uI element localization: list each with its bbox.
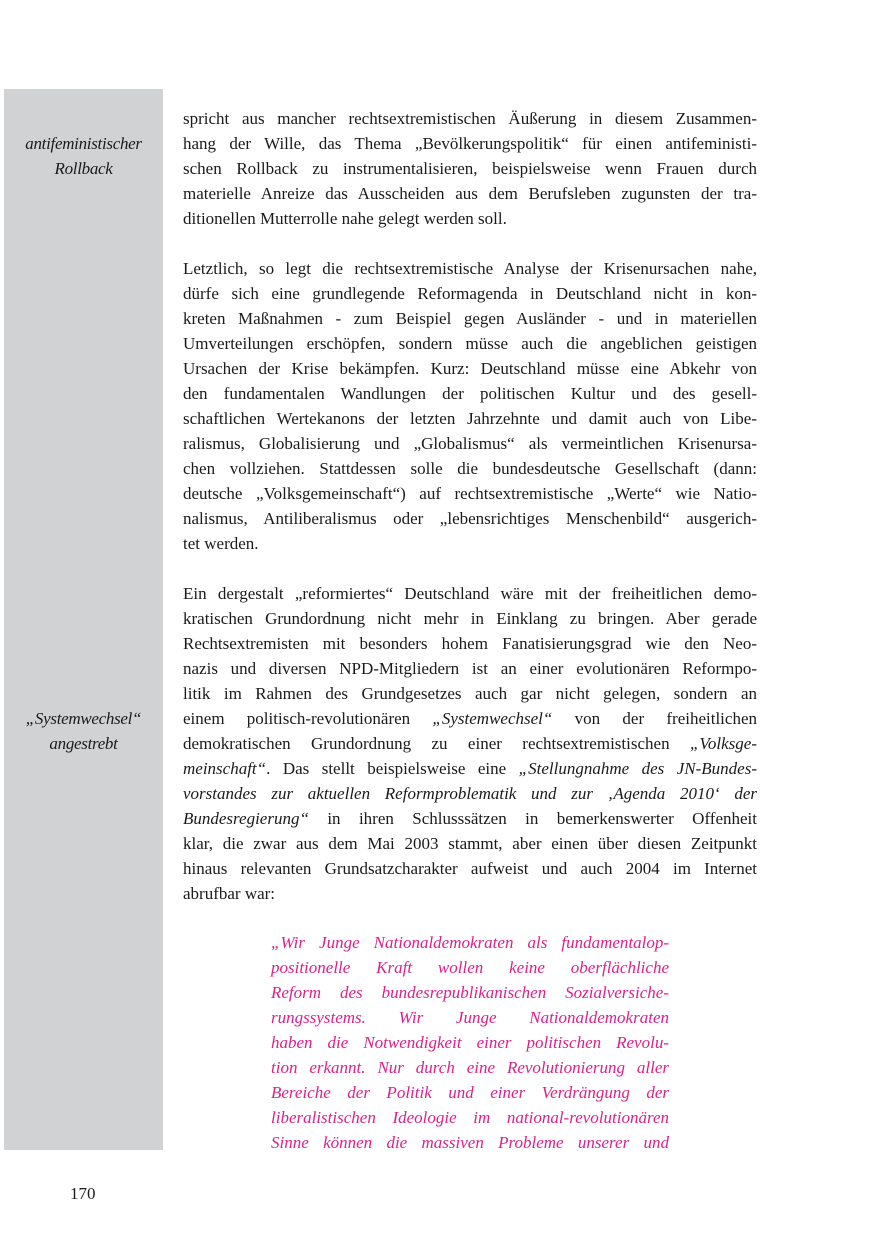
text-line: schen Rollback zu instrumentalisieren, beispielsweise wenn Frauen durch [183, 159, 757, 178]
text-line [183, 731, 757, 756]
emphasis-volksgemeinschaft: meinschaft“ [183, 759, 267, 778]
quote-line: Bereiche der Politik und einer Verdrängung der [271, 1083, 669, 1102]
text-line: kratischen Grundordnung nicht mehr in Einklang zu bringen. Aber gerade [183, 609, 757, 628]
text-line: Umverteilungen erschöpfen, sondern müsse auch die angeblichen geistigen [183, 334, 757, 353]
text-line: materielle Anreize das Ausscheiden aus dem Berufsleben zugunsten der tra- [183, 184, 757, 203]
quote-line: tion erkannt. Nur durch eine Revolutionierung aller [271, 1058, 669, 1077]
text-line: nazis und diversen NPD-Mitgliedern ist an einer evolutionären Reformpo- [183, 659, 757, 678]
text-line: spricht aus mancher rechtsextremistischen Äußerung in diesem Zusammen- [183, 109, 757, 128]
text-line: hang der Wille, das Thema „Bevölkerungspolitik“ für einen antifeministi- [183, 134, 757, 153]
quote-line: liberalistischen Ideologie im national-revolutionären [271, 1108, 669, 1127]
paragraph-2 [183, 256, 757, 556]
text-line: litik im Rahmen des Grundgesetzes auch gar nicht gelegen, sondern an [183, 684, 757, 703]
margin-note-line: Rollback [54, 159, 113, 178]
quote-line: Sinne können die massiven Probleme unserer und [271, 1133, 669, 1152]
paragraph-3 [183, 581, 757, 906]
text-run: einem politisch-revolutionären [183, 709, 433, 728]
text-line: tet werden. [183, 534, 259, 553]
text-line: schaftlichen Wertekanons der letzten Jahrzehnte und damit auch von Libe- [183, 409, 757, 428]
emphasis-volksgemeinschaft: „Volksge- [689, 734, 757, 753]
text-line [183, 756, 757, 781]
text-line: chen vollziehen. Stattdessen solle die bundesdeutsche Gesellschaft (dann: [183, 459, 757, 478]
text-line [183, 806, 757, 831]
quote-line: Reform des bundesrepublikanischen Sozialversiche- [271, 983, 669, 1002]
page-number: 170 [70, 1184, 96, 1203]
text-line: nalismus, Antiliberalismus oder „lebensrichtiges Menschenbild“ ausgerich- [183, 509, 757, 528]
margin-note-line: angestrebt [49, 734, 118, 753]
margin-note-line: „Systemwechsel“ [25, 709, 142, 728]
emphasis-stellungnahme: Bundesregierung“ [183, 809, 309, 828]
text-run: demokratischen Grundordnung zu einer rechtsextremistischen [183, 734, 690, 753]
text-line: hinaus relevanten Grundsatzcharakter aufweist und auch 2004 im Internet [183, 859, 757, 878]
margin-note-antifeminism [4, 131, 163, 181]
text-line: Letztlich, so legt die rechtsextremistische Analyse der Krisenursachen nahe, [183, 259, 757, 278]
text-line [183, 706, 757, 731]
text-run: in ihren Schlusssätzen in bemerkenswerter Offenheit [308, 809, 757, 828]
text-line: klar, die zwar aus dem Mai 2003 stammt, aber einen über diesen Zeitpunkt [183, 834, 757, 853]
emphasis-stellungnahme: „Stellungnahme des JN-Bundes- [518, 759, 757, 778]
emphasis-systemwechsel: „Systemwechsel“ [432, 709, 553, 728]
quote-line: „Wir Junge Nationaldemokraten als fundamentalop- [271, 933, 669, 952]
text-line: Ein dergestalt „reformiertes“ Deutschland wäre mit der freiheitlichen demo- [183, 584, 757, 603]
quote-line: rungssystems. Wir Junge Nationaldemokraten [271, 1008, 669, 1027]
text-run: von der freiheitlichen [552, 709, 757, 728]
emphasis-stellungnahme: vorstandes zur aktuellen Reformproblematik und zur ‚Agenda 2010‘ der [183, 784, 757, 803]
paragraph-1 [183, 106, 757, 231]
text-line: den fundamentalen Wandlungen der politischen Kultur und des gesell- [183, 384, 757, 403]
text-line: deutsche „Volksgemeinschaft“) auf rechtsextremistische „Werte“ wie Natio- [183, 484, 757, 503]
quote-line: positionelle Kraft wollen keine oberflächliche [271, 958, 669, 977]
margin-note-systemwechsel [4, 706, 163, 756]
text-run: . Das stellt beispielsweise eine [266, 759, 519, 778]
text-line: Ursachen der Krise bekämpfen. Kurz: Deutschland müsse eine Abkehr von [183, 359, 757, 378]
text-line: kreten Maßnahmen - zum Beispiel gegen Ausländer - und in materiellen [183, 309, 757, 328]
quote-line: haben die Notwendigkeit einer politischen Revolu- [271, 1033, 669, 1052]
text-line: dürfe sich eine grundlegende Reformagenda in Deutschland nicht in kon- [183, 284, 757, 303]
text-line: abrufbar war: [183, 884, 276, 903]
margin-sidebar [4, 89, 163, 1150]
text-line: ditionellen Mutterrolle nahe gelegt werden soll. [183, 209, 507, 228]
margin-note-line: antifeministischer [25, 134, 142, 153]
block-quote [271, 930, 669, 1155]
text-line: ralismus, Globalisierung und „Globalismus“ als vermeintlichen Krisenursa- [183, 434, 757, 453]
text-line: Rechtsextremisten mit besonders hohem Fanatisierungsgrad wie den Neo- [183, 634, 757, 653]
